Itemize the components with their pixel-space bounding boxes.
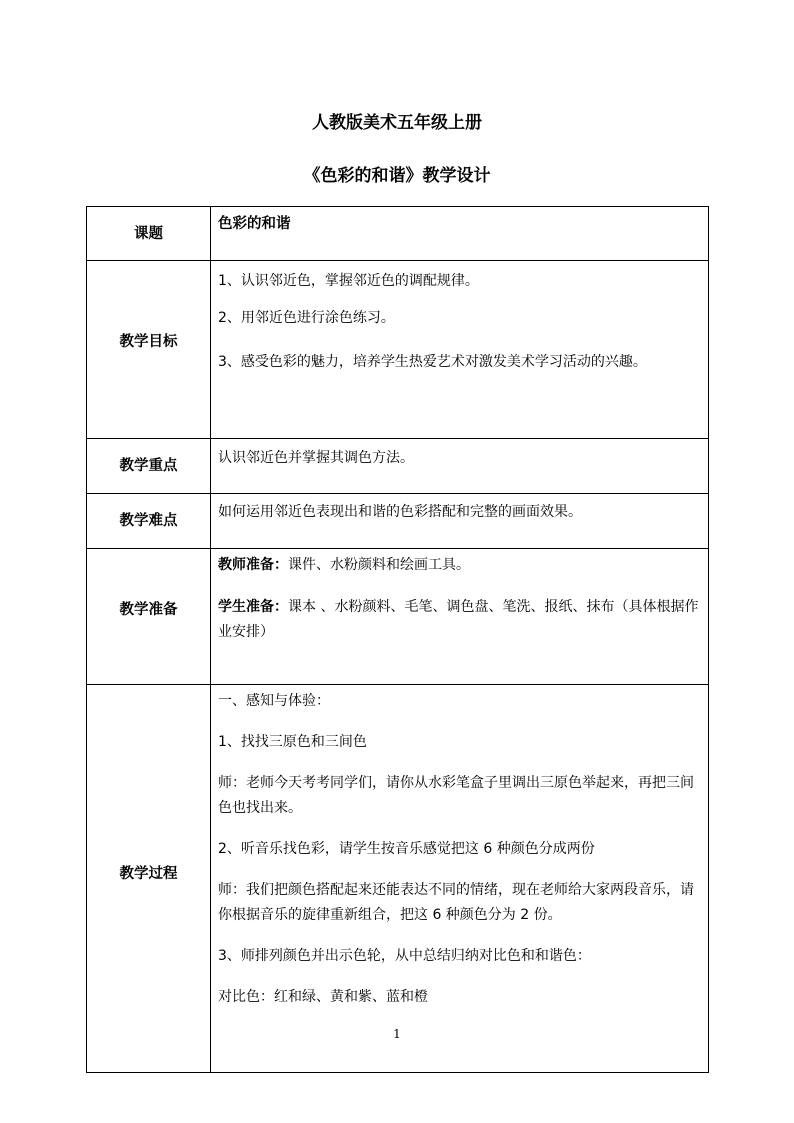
process-line: 一、感知与体验： [218,693,330,709]
row-label-process: 教学过程 [87,685,211,1073]
row-label-preparation: 教学准备 [87,549,211,685]
focus-content: 认识邻近色并掌握其调色方法。 [211,439,709,494]
process-line: 师：我们把颜色搭配起来还能表达不同的情绪，现在老师给大家两段音乐，请你根据音乐的旋律重新组合，把这 6 种颜色分为 2 份。 [218,882,694,923]
process-line: 对比色：红和绿、黄和紫、蓝和橙 [218,989,428,1005]
table-row-topic [87,207,709,261]
student-preparation-label: 学生准备： [218,599,288,615]
student-preparation-text: 课本 、水粉颜料、毛笔、调色盘、笔洗、报纸、抹布（具体根据作业安排） [218,599,699,640]
table-row-process [87,685,709,1073]
goal-item: 2、用邻近色进行涂色练习。 [218,310,395,326]
process-line: 2、听音乐找色彩，请学生按音乐感觉把这 6 种颜色分成两份 [218,841,595,857]
student-preparation [218,595,700,645]
table-row-difficulty [87,494,709,549]
row-label-focus: 教学重点 [87,439,211,494]
row-label-goals: 教学目标 [87,261,211,439]
table-row-goals [87,261,709,439]
difficulty-content: 如何运用邻近色表现出和谐的色彩搭配和完整的画面效果。 [211,494,709,549]
goal-item: 3、感受色彩的魅力，培养学生热爱艺术对激发美术学习活动的兴趣。 [218,354,647,370]
teacher-preparation-text: 课件、水粉颜料和绘画工具。 [288,557,470,573]
process-line: 师：老师今天考考同学们，请你从水彩笔盒子里调出三原色举起来，再把三间色也找出来。 [218,775,694,816]
process-line: 3、师排列颜色并出示色轮，从中总结归纳对比色和和谐色： [218,948,591,964]
row-label-topic: 课题 [87,207,211,261]
process-line: 1、找找三原色和三间色 [218,734,367,750]
goals-content [211,261,709,439]
preparation-content [211,549,709,685]
table-row-focus [87,439,709,494]
page-number: 1 [393,1027,401,1041]
document-subtitle: 《色彩的和谐》教学设计 [303,166,491,186]
document-title: 人教版美术五年级上册 [312,113,482,133]
lesson-plan-table [86,206,709,1073]
row-label-difficulty: 教学难点 [87,494,211,549]
teacher-preparation-label: 教师准备： [218,557,288,573]
goal-item: 1、认识邻近色，掌握邻近色的调配规律。 [218,273,479,289]
table-row-preparation [87,549,709,685]
topic-content: 色彩的和谐 [211,207,709,261]
teacher-preparation [218,555,700,575]
process-content [211,685,709,1073]
